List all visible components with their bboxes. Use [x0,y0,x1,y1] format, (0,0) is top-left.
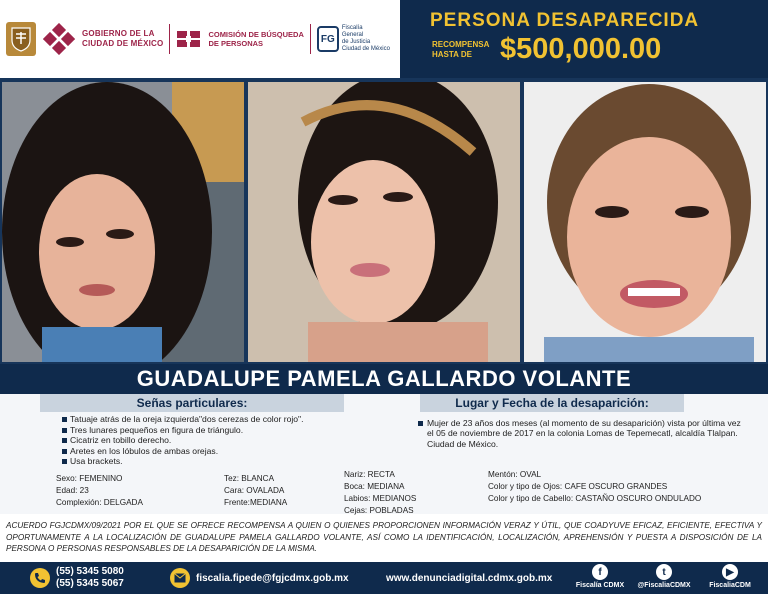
person-name: GUADALUPE PAMELA GALLARDO VOLANTE [136,366,632,391]
marks-heading: Señas particulares: [40,394,344,412]
feature-skin: Tez: BLANCA [224,474,275,483]
features-col-4 [488,469,701,505]
feature-eyebrows: Cejas: POBLADAS [344,506,414,515]
commission-logo-icon [176,26,202,52]
feature-forehead: Frente:MEDIANA [224,498,288,507]
feature-face: Cara: OVALADA [224,486,285,495]
list-item: Usa brackets. [62,456,382,467]
reward-label: RECOMPENSA HASTA DE [432,40,490,59]
social-youtube[interactable] [700,564,760,589]
city-crest-icon [6,22,36,56]
social-facebook[interactable] [570,564,630,589]
photo-2 [248,82,520,362]
header [0,0,768,78]
features-col-2 [224,473,287,509]
legal-notice: ACUERDO FGJCDMX/09/2021 POR EL QUE SE OFRECE RECOMPENSA A QUIEN O QUIENES PROPORCIONEN INFORMACIÓN VERAZ Y ÚTIL, QUE COADYUVE EFICAZ, EFICIENTE, EFECTIVA Y OPORTUNAMENTE A LA LOCALIZACIÓN DE GUADALUPE PAMELA GALLARDO VOLANTE, ASÍ COMO LA IDENTIFICACIÓN, LOCALIZACIÓN, APREHENSIÓN Y PUESTA A DISPOSICIÓN DE LA PERSONA O PERSONAS RESPONSABLES DE LA DESAPARICIÓN DE LA MISMA. [6,521,762,554]
marks-list [62,414,382,467]
footer-website [386,562,552,594]
feature-eyes: Color y tipo de Ojos: CAFE OSCURO GRANDES [488,482,668,491]
cdmx-logo-icon [42,22,76,56]
social-label: @FiscaliaCDMX [637,582,691,589]
email-link[interactable]: fiscalia.fipede@fgjcdmx.gob.mx [196,572,349,584]
feature-nose: Nariz: RECTA [344,470,395,479]
bullet-icon [62,459,67,464]
fgj-mark-icon: FG [317,26,339,52]
youtube-icon: ▶ [722,564,738,580]
photo-1 [2,82,244,362]
name-bar [0,364,768,394]
features-col-1 [56,473,143,509]
footer [0,562,768,594]
disappearance-heading: Lugar y Fecha de la desaparición: [420,394,684,412]
divider [169,24,170,54]
footer-phones [30,562,124,594]
bullet-icon [62,428,67,433]
photo-strip [0,78,768,364]
feature-age: Edad: 23 [56,486,89,495]
website-link[interactable]: www.denunciadigital.cdmx.gob.mx [386,572,553,584]
bullet-icon [418,421,423,426]
bullet-icon [62,449,67,454]
feature-build: Complexión: DELGADA [56,498,143,507]
feature-mouth: Boca: MEDIANA [344,482,405,491]
reward-amount: $500,000.00 [500,33,662,65]
gov-label: GOBIERNO DE LA CIUDAD DE MÉXICO [82,29,164,48]
social-twitter[interactable] [634,564,694,589]
features-col-3 [344,469,416,517]
feature-chin: Mentón: OVAL [488,470,542,479]
phone-numbers[interactable]: (55) 5345 5080 (55) 5345 5067 [56,566,124,589]
fgj-logo [317,25,390,53]
disappearance-description [418,418,748,449]
divider [310,24,311,54]
feature-hair: Color y tipo de Cabello: CASTAÑO OSCURO ONDULADO [488,494,702,503]
mail-icon [170,568,190,588]
list-item: Tres lunares pequeños en figura de triángulo. [62,425,382,436]
twitter-icon: t [656,564,672,580]
social-label: FiscaliaCDM [709,582,751,589]
commission-label: COMISIÓN DE BÚSQUEDA DE PERSONAS [208,30,304,48]
fgj-label: Fiscalía General de Justicia Ciudad de México [341,25,390,52]
facebook-icon: f [592,564,608,580]
alert-banner [400,0,768,78]
disappearance-text: Mujer de 23 años dos meses (al momento de su desaparición) vista por última vez el 05 de noviembre de 2017 en la colonia Lomas de Tepemecatl, alcaldía Tlalpan. Ciudad de México. [427,418,741,449]
list-item: Aretes en los lóbulos de ambas orejas. [62,446,382,457]
social-label: Fiscalía CDMX [575,582,625,589]
phone-icon [30,568,50,588]
feature-sex: Sexo: FEMENINO [56,474,123,483]
photo-3 [524,82,766,362]
list-item: Tatuaje atrás de la oreja izquierda"dos cerezas de color rojo". [62,414,382,425]
info-section [0,394,768,514]
bullet-icon [62,438,67,443]
alert-title: PERSONA DESAPARECIDA [430,10,700,31]
header-logos [0,0,400,78]
footer-email [170,562,349,594]
list-item: Cicatriz en tobillo derecho. [62,435,382,446]
bullet-icon [62,417,67,422]
feature-lips: Labios: MEDIANOS [344,494,417,503]
